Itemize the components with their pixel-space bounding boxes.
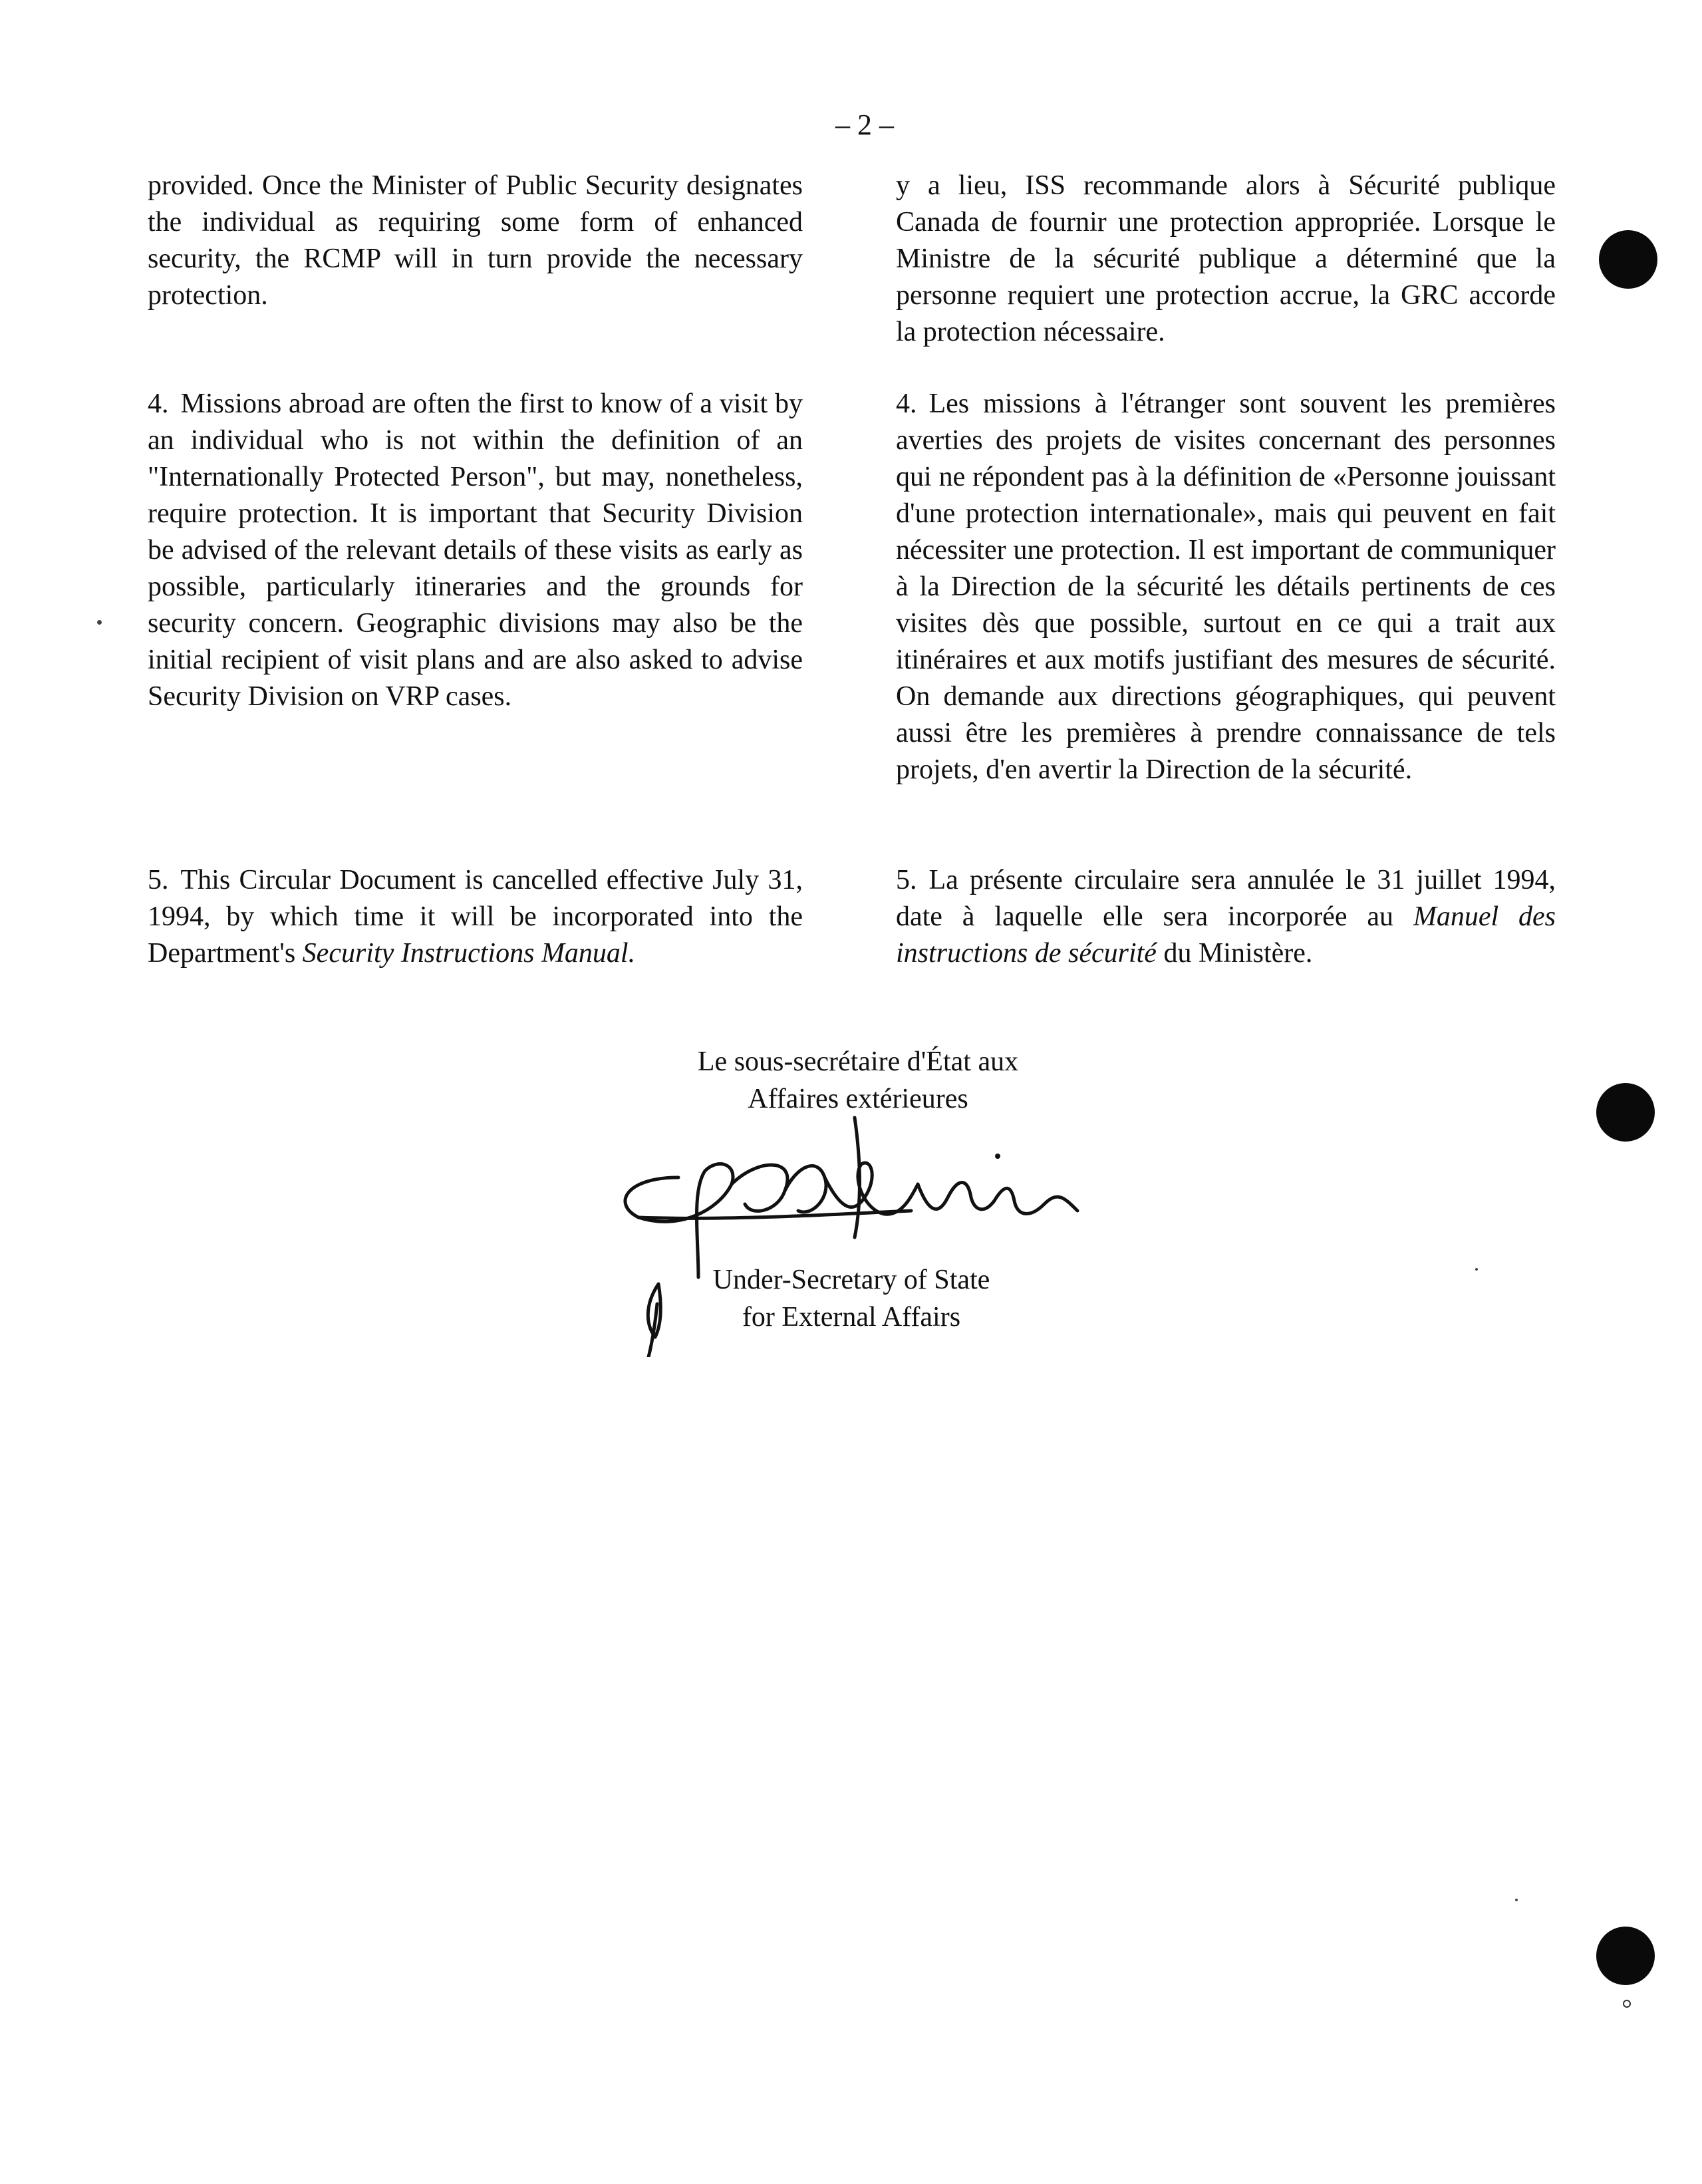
signature-title-french-line2: Affaires extérieures xyxy=(748,1084,968,1114)
english-paragraph-4-text: Missions abroad are often the first to know of a visit by an individual who is not within the definition of an "Internationally Protected Person", but may, nonetheless, require protection. It is important that Security Division be advised of the relevant details of these visits as early as possible, particularly itineraries and the grounds for security concern. Geographic divisions may also be the initial recipient of visit plans and are also asked to advise Security Division on VRP cases. xyxy=(148,389,803,712)
english-manual-title: Security Instructions Manual. xyxy=(302,938,636,969)
signature-title-french-line1: Le sous-secrétaire d'État aux xyxy=(697,1046,1019,1077)
punch-hole-top xyxy=(1599,230,1657,289)
scan-speck xyxy=(1475,1268,1478,1271)
punch-hole-bottom xyxy=(1596,1927,1655,1985)
french-manual-title: Manuel des instructions de sécurité xyxy=(896,901,1556,969)
english-paragraph-5-text: This Circular Document is cancelled effective July 31, 1994, by which time it will be incorporated into the Department's xyxy=(148,865,803,969)
page-number: – 2 – xyxy=(835,108,894,141)
french-paragraph-5 xyxy=(896,862,1556,972)
english-paragraph-continued: provided. Once the Minister of Public Security designates the individual as requiring some form of enhanced security, the RCMP will in turn provide the necessary protection. xyxy=(148,170,803,311)
french-paragraph-4 xyxy=(896,386,1556,788)
punch-hole-middle xyxy=(1596,1083,1655,1142)
scan-speck xyxy=(1623,2000,1631,2008)
scan-speck xyxy=(1515,1899,1518,1901)
french-paragraph-5-number: 5. xyxy=(896,865,917,895)
english-paragraph-5-number: 5. xyxy=(148,865,169,895)
french-paragraph-5-text: La présente circulaire sera annulée le 31 juillet 1994, date à laquelle elle sera incorporée au xyxy=(896,865,1556,932)
signature-title-english-line1: Under-Secretary of State xyxy=(712,1265,990,1295)
signature-title-english-line2: for External Affairs xyxy=(742,1302,961,1332)
french-paragraph-continued: y a lieu, ISS recommande alors à Sécurité publique Canada de fournir une protection appropriée. Lorsque le Ministre de la sécurité publique a déterminé que la personne requiert une protection accrue, la GRC accorde la protection nécessaire. xyxy=(896,170,1556,347)
english-paragraph-4-number: 4. xyxy=(148,389,169,419)
french-paragraph-5-end: du Ministère. xyxy=(1156,938,1313,969)
english-paragraph-4 xyxy=(148,386,803,715)
signature-title-english xyxy=(692,1261,1011,1336)
english-paragraph-5 xyxy=(148,862,803,972)
french-paragraph-4-number: 4. xyxy=(896,389,917,419)
scan-speck xyxy=(97,620,102,625)
french-paragraph-4-text: Les missions à l'étranger sont souvent les premières averties des projets de visites concernant des personnes qui ne répondent pas à la définition de «Personne jouissant d'une protection internationale», mais qui peuvent en fait nécessiter une protection. Il est important de communiquer à la Direction de la sécurité les détails pertinents de ces visites dès que possible, surtout en ce qui a trait aux itinéraires et aux motifs justifiant des mesures de sécurité. On demande aux directions géographiques, qui peuvent aussi être les premières à prendre connaissance de tels projets, d'en avertir la Direction de la sécurité. xyxy=(896,389,1556,785)
